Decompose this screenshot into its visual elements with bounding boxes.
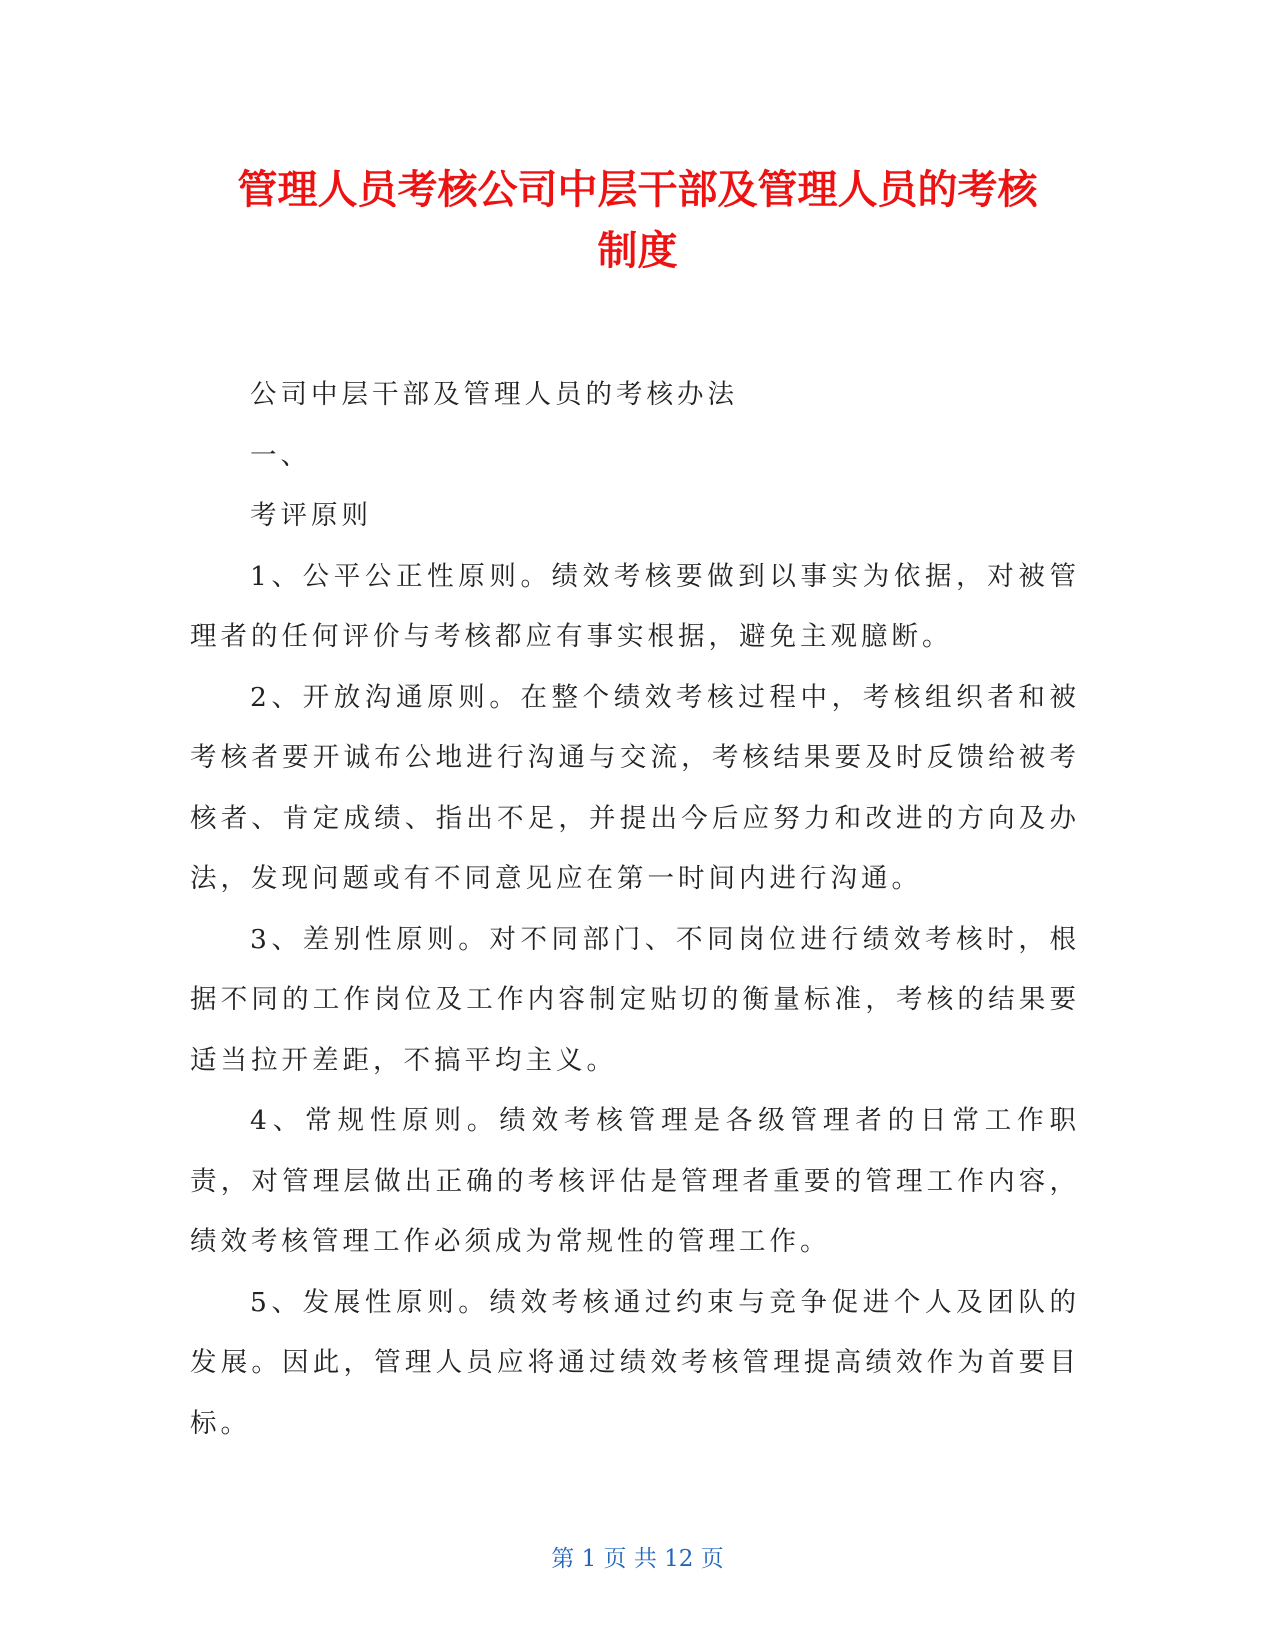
paragraph-section-number: 一、 <box>250 439 311 471</box>
paragraph-heading: 公司中层干部及管理人员的考核办法 <box>250 379 738 410</box>
paragraph-principle-5: 5、发展性原则。绩效考核通过约束与竞争促进个人及团队的发展。因此，管理人员应将通过绩效考核管理提高绩效作为首要目标。 <box>190 1286 1080 1439</box>
title-line-2: 制度 <box>597 228 678 274</box>
document-title <box>180 160 1095 282</box>
paragraph-principle-1: 1、公平公正性原则。绩效考核要做到以事实为依据，对被管理者的任何评价与考核都应有事实根据，避免主观臆断。 <box>190 560 1080 652</box>
paragraph-principle-2: 2、开放沟通原则。在整个绩效考核过程中，考核组织者和被考核者要开诚布公地进行沟通与交流，考核结果要及时反馈给被考核者、肯定成绩、指出不足，并提出今后应努力和改进的方向及办法，发现问题或有不同意见应在第一时间内进行沟通。 <box>190 681 1080 894</box>
page-number-footer: 第 1 页 共 12 页 <box>551 1546 724 1572</box>
title-line-1: 管理人员考核公司中层干部及管理人员的考核 <box>237 167 1038 213</box>
document-body <box>190 365 1080 1454</box>
paragraph-principle-3: 3、差别性原则。对不同部门、不同岗位进行绩效考核时，根据不同的工作岗位及工作内容制定贴切的衡量标准，考核的结果要适当拉开差距，不搞平均主义。 <box>190 923 1080 1076</box>
paragraph-section-title: 考评原则 <box>250 500 372 531</box>
paragraph-principle-4: 4、常规性原则。绩效考核管理是各级管理者的日常工作职责，对管理层做出正确的考核评估是管理者重要的管理工作内容，绩效考核管理工作必须成为常规性的管理工作。 <box>190 1105 1080 1257</box>
